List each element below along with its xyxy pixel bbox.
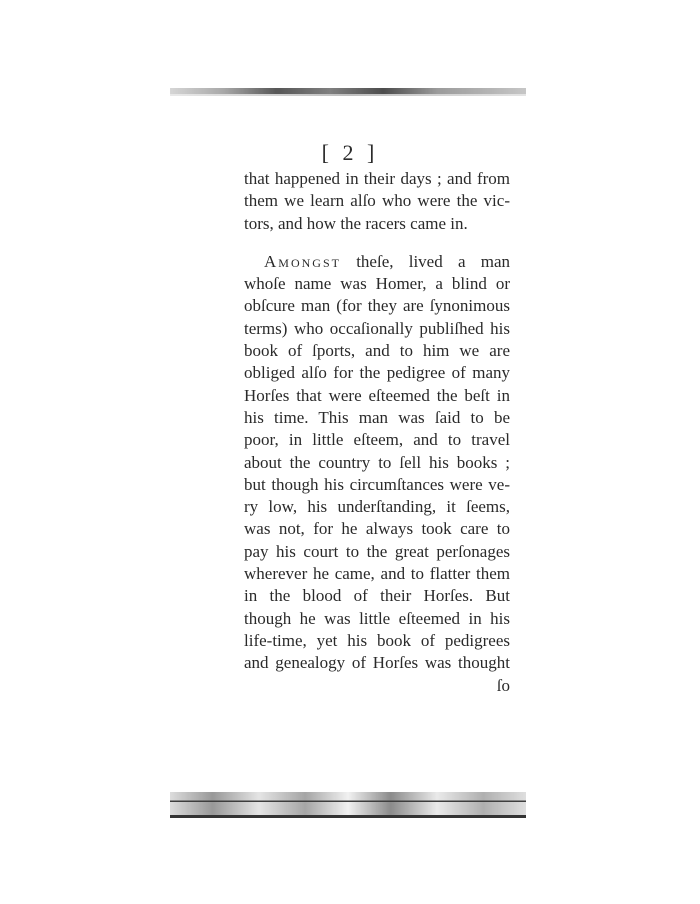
body-text <box>244 168 510 697</box>
text-line: though he was little eſteemed in his <box>244 608 510 628</box>
text-line: them we learn alſo who were the vic- <box>244 191 510 211</box>
text-line: wherever he came, and to flatter them <box>244 564 510 584</box>
scan-edge-bottom <box>170 792 526 816</box>
text-line: whoſe name was Homer, a blind or <box>244 274 510 294</box>
text-line: ry low, his underſtanding, it ſeems, <box>244 497 510 517</box>
scan-edge-top <box>170 88 526 94</box>
text-line: that happened in their days ; and from <box>244 169 510 188</box>
text-line: obſcure man (for they are ſynonimous <box>244 296 510 316</box>
text-line: his time. This man was ſaid to be <box>244 407 510 427</box>
text-line: about the country to ſell his books ; <box>244 452 510 472</box>
text-line: Horſes that were eſteemed the beſt in <box>244 385 510 405</box>
text-line: in the blood of their Horſes. But <box>244 586 510 606</box>
text-line: book of ſports, and to him we are <box>244 341 510 361</box>
text-line: was not, for he always took care to <box>244 519 510 539</box>
catchword: ſo <box>496 675 510 695</box>
text-line: and genealogy of Horſes was thought <box>244 653 510 673</box>
text-line: pay his court to the great perſonages <box>244 541 510 561</box>
text-line: but though his circumſtances were ve- <box>244 474 510 494</box>
text-fragment: theſe, lived a man <box>356 251 511 271</box>
text-line: terms) who occaſionally publiſhed his <box>244 318 510 338</box>
text-line <box>244 251 510 273</box>
page-number: [ 2 ] <box>321 140 379 165</box>
text-line: life-time, yet his book of pedigrees <box>244 630 510 650</box>
text-line: tors, and how the racers came in. <box>244 213 468 233</box>
text-line: poor, in little eſteem, and to travel <box>244 430 510 450</box>
lead-word: Amongst <box>264 251 341 271</box>
text-line: obliged alſo for the pedigree of many <box>244 363 510 383</box>
